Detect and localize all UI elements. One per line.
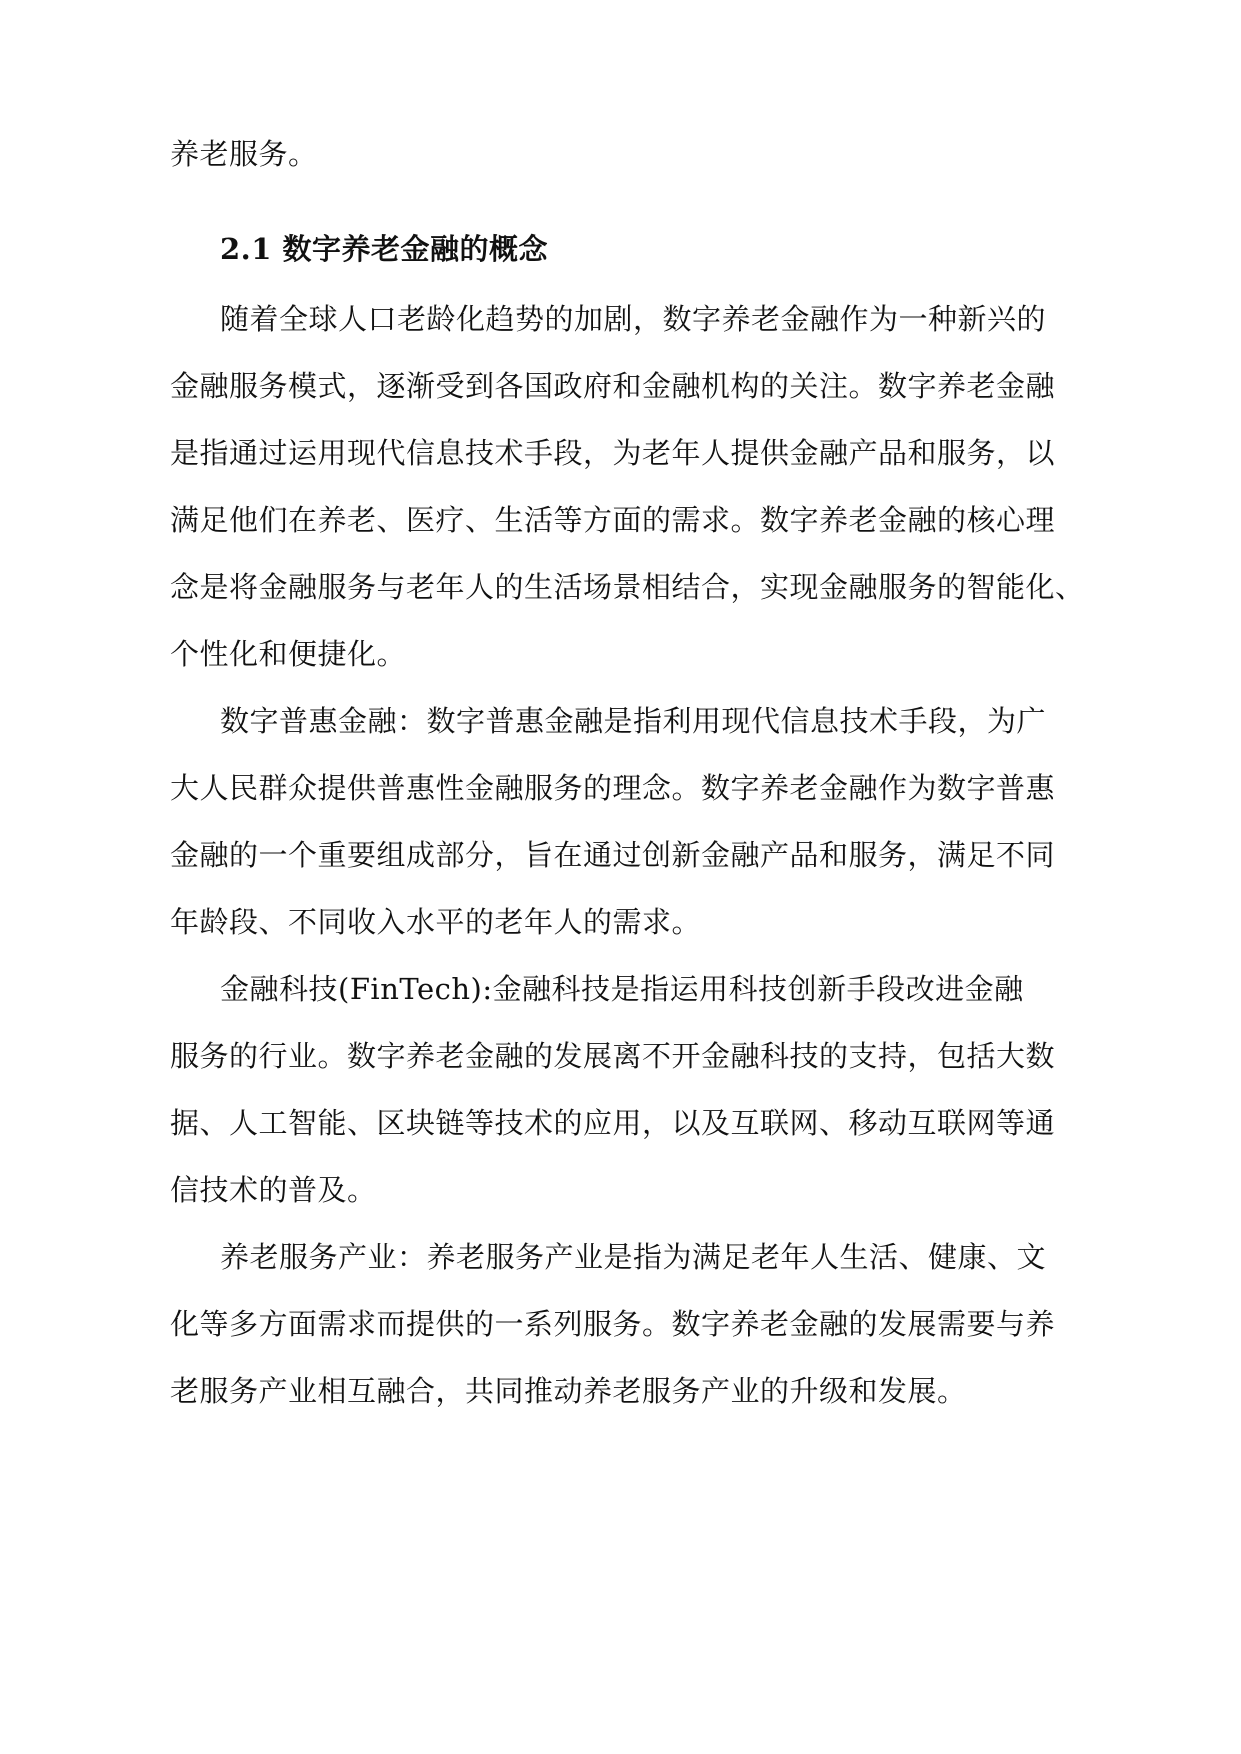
paragraph-2-line-4: 年龄段、不同收入水平的老年人的需求。	[170, 905, 702, 939]
paragraph-3-line-3: 据、人工智能、区块链等技术的应用，以及互联网、移动互联网等通	[170, 1106, 1056, 1140]
paragraph-2-line-3: 金融的一个重要组成部分，旨在通过创新金融产品和服务，满足不同	[170, 838, 1056, 872]
paragraph-1-line-6: 个性化和便捷化。	[170, 637, 407, 671]
paragraph-1-line-3: 是指通过运用现代信息技术手段，为老年人提供金融产品和服务，以	[170, 436, 1056, 470]
intro-tail-text: 养老服务。	[170, 137, 318, 171]
paragraph-3-line-2: 服务的行业。数字养老金融的发展离不开金融科技的支持，包括大数	[170, 1039, 1056, 1073]
paragraph-4-line-3: 老服务产业相互融合，共同推动养老服务产业的升级和发展。	[170, 1374, 967, 1408]
paragraph-3-line-1: 金融科技(FinTech):金融科技是指运用科技创新手段改进金融	[220, 972, 1024, 1006]
paragraph-1-line-2: 金融服务模式，逐渐受到各国政府和金融机构的关注。数字养老金融	[170, 369, 1056, 403]
paragraph-1-line-1: 随着全球人口老龄化趋势的加剧，数字养老金融作为一种新兴的	[220, 302, 1047, 336]
paragraph-2-line-2: 大人民群众提供普惠性金融服务的理念。数字养老金融作为数字普惠	[170, 771, 1056, 805]
paragraph-1-line-5: 念是将金融服务与老年人的生活场景相结合，实现金融服务的智能化、	[170, 570, 1085, 604]
paragraph-4-line-2: 化等多方面需求而提供的一系列服务。数字养老金融的发展需要与养	[170, 1307, 1056, 1341]
section-heading: 2.1 数字养老金融的概念	[220, 232, 549, 266]
paragraph-3-line-4: 信技术的普及。	[170, 1173, 377, 1207]
paragraph-1-line-4: 满足他们在养老、医疗、生活等方面的需求。数字养老金融的核心理	[170, 503, 1056, 537]
paragraph-4-line-1: 养老服务产业：养老服务产业是指为满足老年人生活、健康、文	[220, 1240, 1047, 1274]
paragraph-2-line-1: 数字普惠金融：数字普惠金融是指利用现代信息技术手段，为广	[220, 704, 1047, 738]
